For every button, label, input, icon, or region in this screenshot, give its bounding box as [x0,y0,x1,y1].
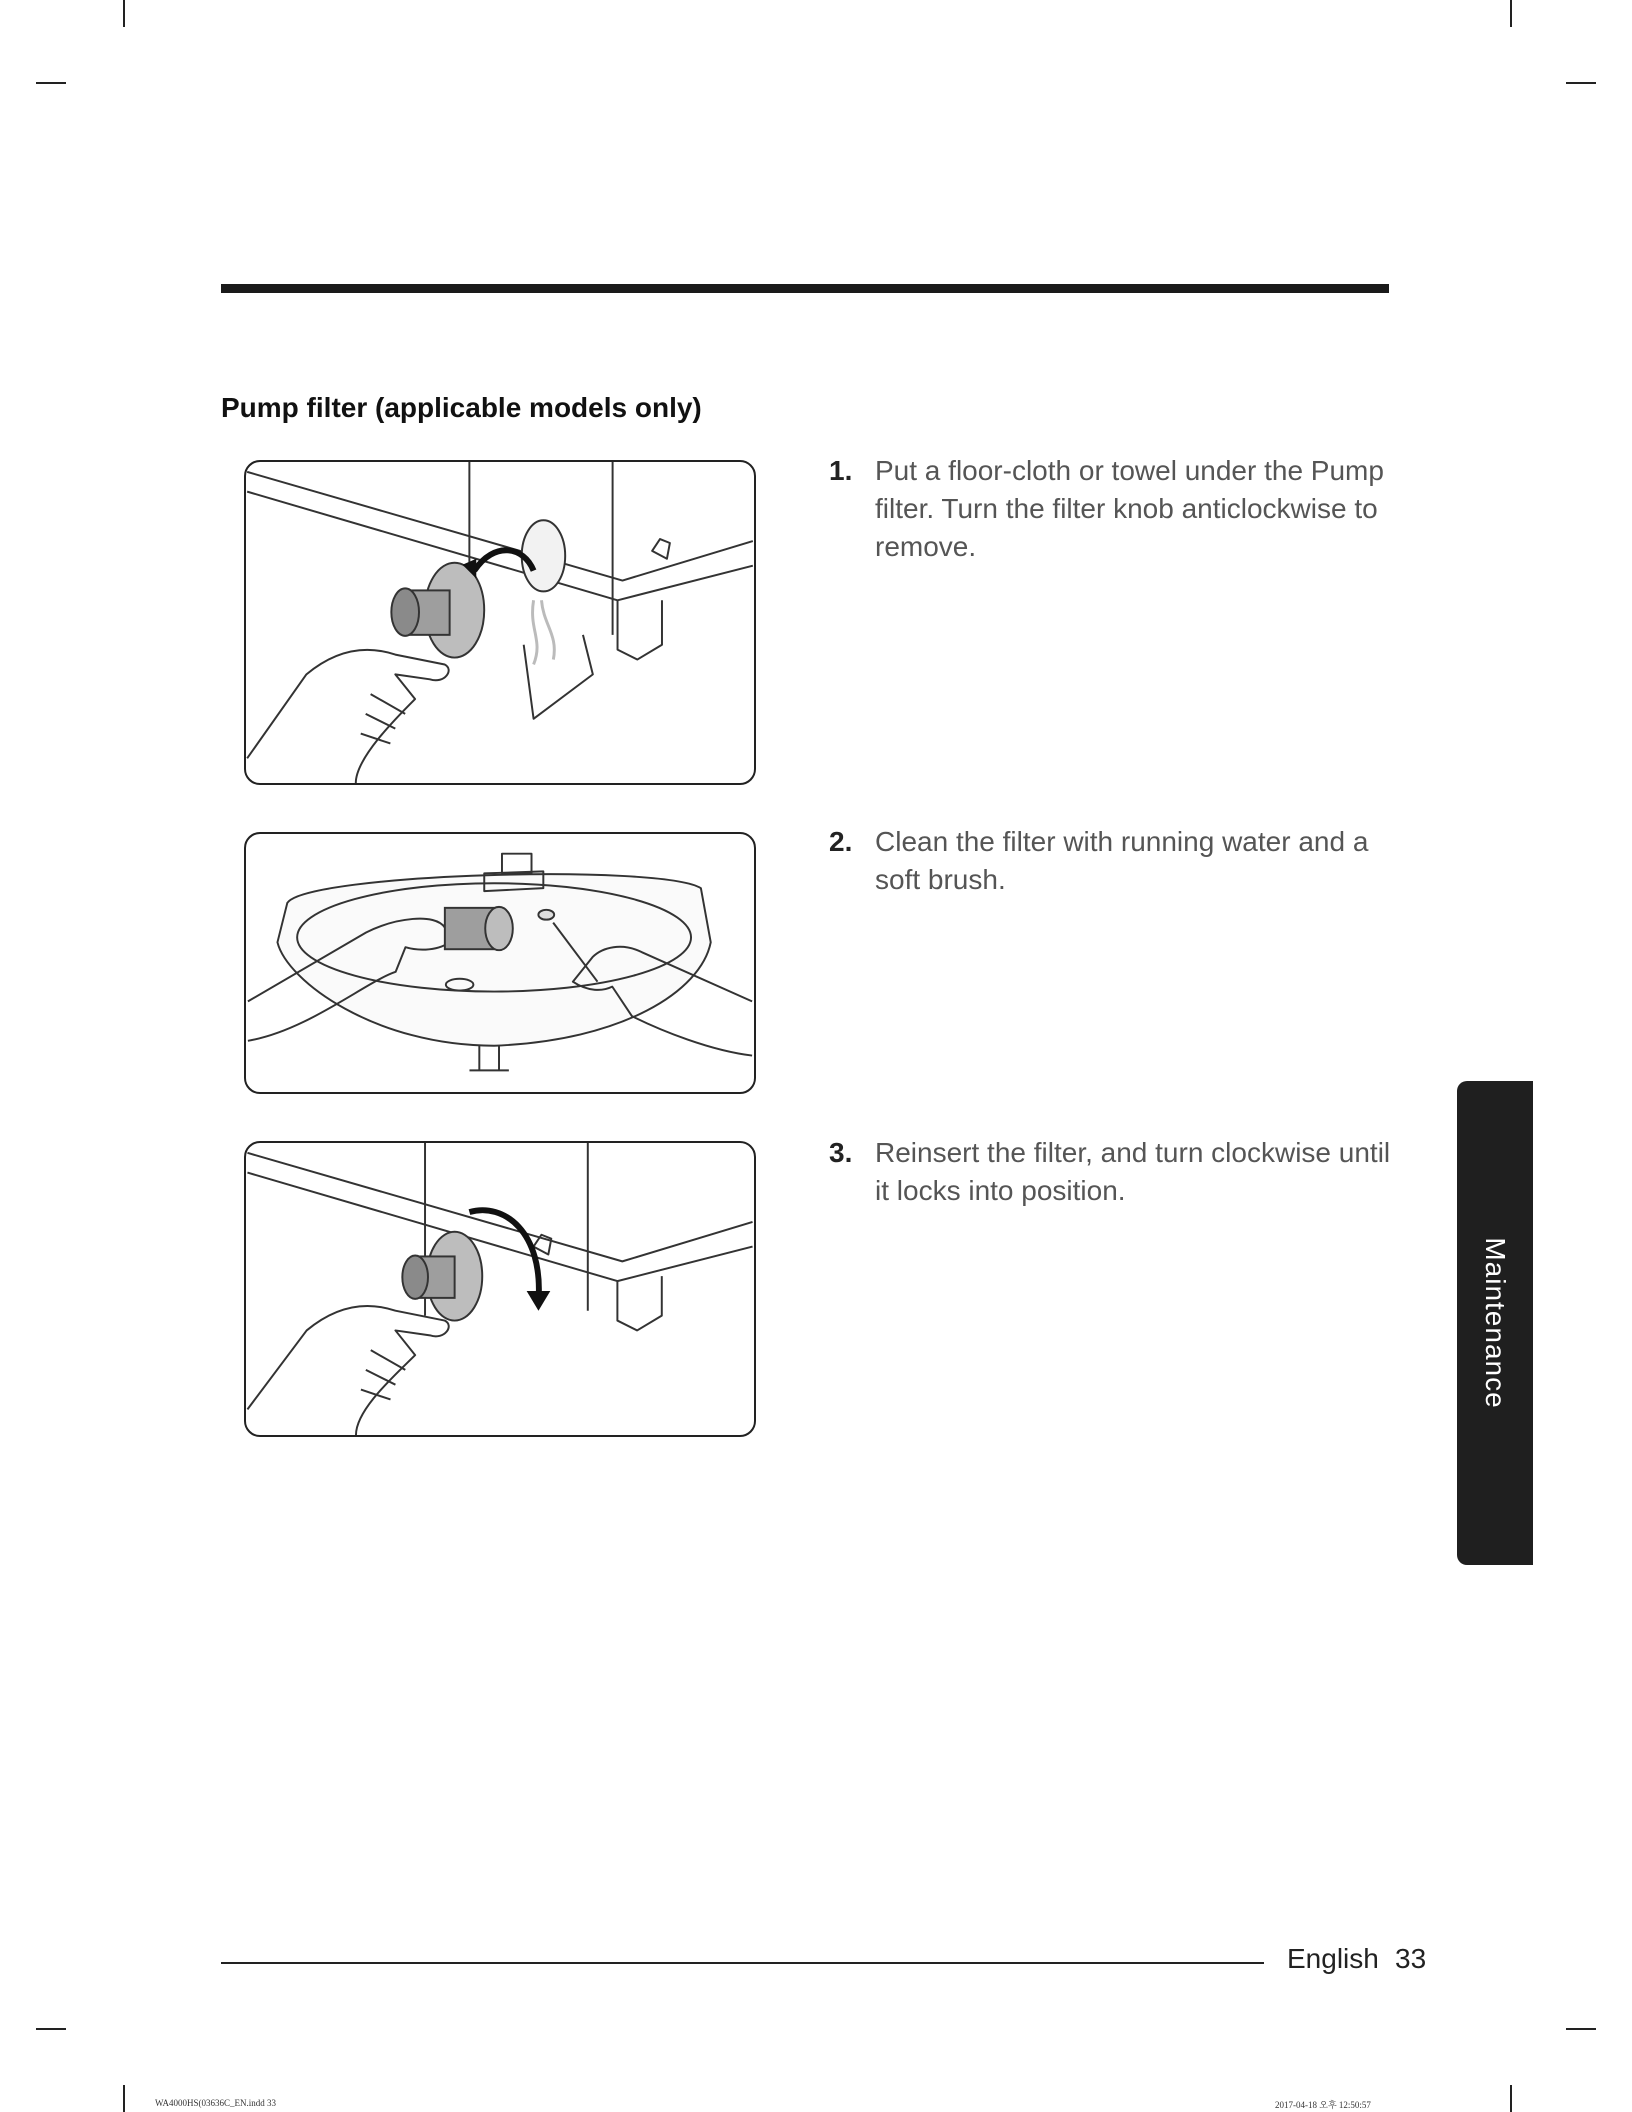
crop-mark [1566,2028,1596,2030]
page-number: 33 [1395,1943,1427,1974]
crop-mark [36,82,66,84]
footer-language: English [1287,1943,1379,1974]
step-2 [829,823,1399,899]
crop-mark [123,2085,125,2112]
figure-remove-filter [244,460,756,785]
crop-mark [1566,82,1596,84]
crop-mark [123,0,125,27]
figure-reinsert-filter [244,1141,756,1437]
step-number: 3. [829,1137,853,1168]
step-text: Reinsert the filter, and turn clockwise until it locks into position. [875,1137,1391,1206]
footer-rule [221,1962,1264,1964]
step-text: Put a floor-cloth or towel under the Pump filter. Turn the filter knob anticlockwise to remove. [875,455,1384,562]
section-title: Pump filter (applicable models only) [221,392,702,423]
maintenance-side-tab [1457,1081,1533,1565]
crop-mark [1510,2085,1512,2112]
reinsert-filter-illustration [246,1143,754,1435]
step-number: 2. [829,826,853,857]
step-number: 1. [829,455,853,486]
top-rule [221,284,1389,293]
clean-filter-illustration [246,834,754,1092]
crop-mark [1510,0,1512,27]
remove-filter-illustration [246,462,754,783]
step-text: Clean the filter with running water and a soft brush. [875,826,1369,895]
print-timestamp: 2017-04-18 오후 12:50:57 [1275,2100,1371,2110]
side-tab-label: Maintenance [1480,1237,1511,1409]
crop-mark [36,2028,66,2030]
step-1 [829,452,1399,566]
figure-clean-filter [244,832,756,1094]
step-3 [829,1134,1399,1210]
print-file-info: WA4000HS(03636C_EN.indd 33 [155,2098,276,2108]
